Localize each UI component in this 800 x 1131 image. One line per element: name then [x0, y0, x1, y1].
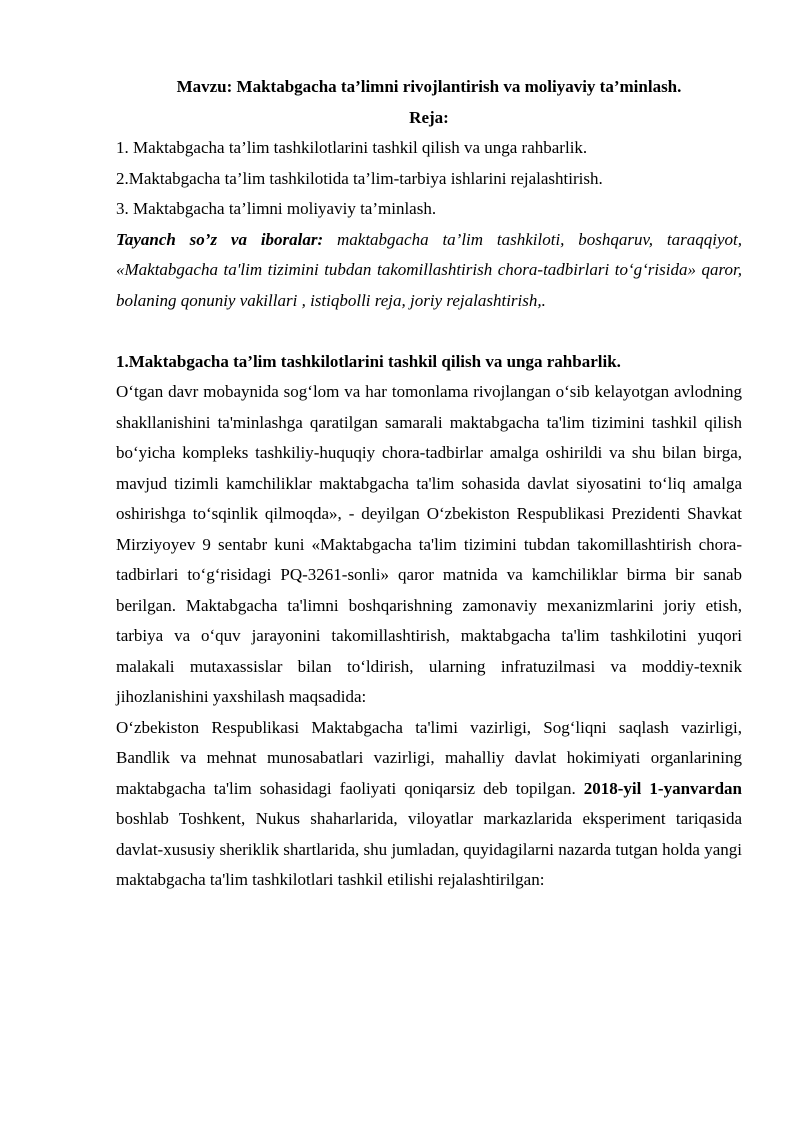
paragraph-1: O‘tgan davr mobaynida sog‘lom va har tomonlama rivojlangan o‘sib kelayotgan avlodning shakllanishini ta'minlashga qaratilgan samarali maktabgacha ta'lim tizimini tashkil qilish bo‘yicha kompleks tashkiliy-huquqiy chora-tadbirlar amalga oshirildi va shu bilan birga, mavjud tizimli kamchiliklar maktabgacha ta'lim sohasida davlat siyosatini to‘liq amalga oshirishga to‘sqinlik qilmoqda», - deyilgan O‘zbekiston Respublikasi Prezidenti Shavkat Mirziyoyev 9 sentabr kuni «Maktabgacha ta'lim tizimini tubdan takomillashtirish chora-tadbirlari to‘g‘risidagi PQ-3261-sonli» qaror matnida va kamchiliklar birma bir sanab berilgan. Maktabgacha ta'limni boshqarishning zamonaviy mexanizmlarini joriy etish, tarbiya va o‘quv jarayonini takomillashtirish, maktabgacha ta'lim tashkilotini yuqori malakali mutaxassislar bilan to‘ldirish, ularning infratuzilmasi va moddiy-texnik jihozlanishini yaxshilash maqsadida: — [116, 382, 742, 706]
plan-item-1: 1. Maktabgacha ta’lim tashkilotlarini tashkil qilish va unga rahbarlik. — [116, 138, 588, 157]
plan-item-2: 2.Maktabgacha ta’lim tashkilotida ta’lim-tarbiya ishlarini rejalashtirish. — [116, 168, 603, 188]
paragraph-2-date: 2018-yil 1-yanvardan — [583, 778, 742, 798]
document-title: Mavzu: Maktabgacha ta’limni rivojlantirish va moliyaviy ta’minlash. — [176, 77, 682, 96]
paragraph-2 — [116, 713, 742, 896]
keywords-label: Tayanch so’z va iboralar: — [116, 229, 324, 249]
keywords-paragraph — [116, 225, 742, 317]
paragraph-2-end: boshlab Toshkent, Nukus shaharlarida, viloyatlar markazlarida eksperiment tariqasida davlat-xususiy sheriklik shartlarida, shu jumladan, quyidagilarni nazarda tutgan holda yangi maktabgacha ta'lim tashkilotlari tashkil etilishi rejalashtirilgan: — [116, 809, 742, 889]
keywords-text: maktabgacha ta’lim tashkiloti, boshqaruv, taraqqiyot, «Maktabgacha ta'lim tizimini tubdan takomillashtirish chora-tadbirlari to‘g‘risida» qaror, bolaning qonuniy vakillari , istiqbolli reja, joriy rejalashtirish,. — [116, 229, 742, 310]
paragraph-2-start: O‘zbekiston Respublikasi Maktabgacha ta'limi vazirligi, Sog‘liqni saqlash vazirligi, Bandlik va mehnat munosabatlari vazirligi, mahalliy davlat hokimiyati organlarining maktabgacha ta'lim sohasidagi faoliyati qoniqarsiz deb topilgan. — [116, 717, 742, 798]
document-page — [116, 72, 742, 896]
blank-line — [116, 316, 742, 347]
section-1-heading: 1.Maktabgacha ta’lim tashkilotlarini tashkil qilish va unga rahbarlik. — [116, 351, 621, 371]
plan-heading: Reja: — [409, 107, 449, 127]
plan-item-3: 3. Maktabgacha ta’limni moliyaviy ta’minlash. — [116, 199, 437, 218]
